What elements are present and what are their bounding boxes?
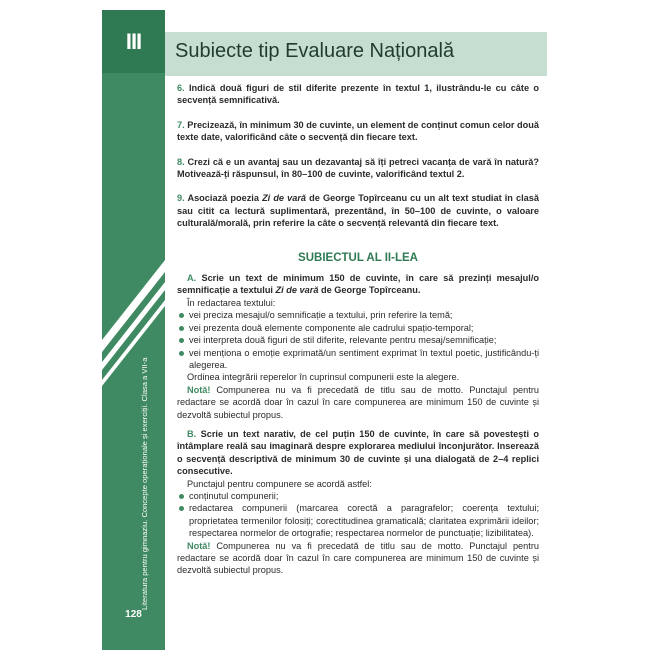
list-item: vei interpreta două figuri de stil diferite, relevante pentru mesaj/semnificație; [177,334,539,346]
task-a-note: Notă! Compunerea nu va fi precedată de titlu sau de motto. Punctajul pentru redactare se acordă doar în cazul în care compunerea are minimum 150 de cuvinte și dezvoltă subiectul propus. [177,384,539,420]
question-number: 8. [177,156,185,167]
header-band [165,32,547,76]
question-7 [177,119,539,144]
question-number: 9. [177,193,185,204]
page-content [177,78,539,577]
poem-title: Zi de vară [262,193,307,204]
sidebar-book-title: Literatura pentru gimnaziu. Concepte operaționale și exerciții. Clasa a VII-a [140,357,149,610]
question-text: Crezi că e un avantaj sau un dezavantaj să îți petreci vacanța de vară în natură? Motivează-ți răspunsul, în 80–100 de cuvinte, valorificând textul 2. [177,156,539,180]
list-item: redactarea compunerii (marcarea corectă a paragrafelor; coerența textului; proprietatea termenilor folosiți; corectitudinea gramaticală; claritatea exprimării ideilor; respectarea normelor de ortografie; respectarea normelor de punctuație; lizibilitatea). [177,502,539,539]
question-text: de George Topîrceanu cu un alt text studiat în clasă sau citit ca lectură suplimentară, prezentând, în 50–100 de cuvinte, o valoare culturală/morală, prin referire la câte o secvență relevantă din fiecare text. [177,193,539,229]
poem-title: Zi de vară [275,285,319,296]
page-number: 128 [125,609,142,620]
book-page [102,10,547,650]
stripe-1 [102,260,165,352]
question-9 [177,192,539,229]
list-item: vei preciza mesajul/o semnificație a textului, prin referire la temă; [177,309,539,321]
task-a-order: Ordinea integrării reperelor în cuprinsul compunerii este la alegere. [187,372,460,383]
task-a-intro: A. Scrie un text de minimum 150 de cuvinte, în care să prezinți mesajul/o semnificație a textului Zi de vară de George Topîrceanu. [177,273,539,296]
section-title: SUBIECTUL AL II-LEA [298,251,418,264]
note-label: Notă! [187,384,211,395]
stripe-3 [102,300,165,386]
question-text: Precizează, în minimum 30 de cuvinte, un element de conținut comun celor două texte date, valorificând câte o secvență din fiecare text. [177,119,539,143]
chapter-marker: III [102,10,165,73]
list-item: conținutul compunerii; [177,490,539,502]
note-label: Notă! [187,540,211,551]
task-b-intro: B. Scrie un text narativ, de cel puțin 150 de cuvinte, în care să povestești o întâmplare reală sau imaginară despre explorarea mediului înconjurător. Inserează o secvență descriptivă de minimum 30 de cuvinte și una dialogată de 2–4 replici consecutive. [177,428,539,477]
question-8 [177,156,539,181]
sidebar-band [102,10,165,650]
question-number: 6. [177,83,185,93]
task-label: A. [187,273,197,284]
task-b-lead: Punctajul pentru compunere se acordă astfel: [187,478,372,489]
diagonal-stripes [102,10,165,650]
question-number: 7. [177,119,185,130]
question-text: Asociază poezia [187,193,263,204]
task-label: B. [187,428,197,439]
list-item: vei menționa o emoție exprimată/un sentiment exprimat în textul poetic, justificându-ți alegerea. [177,347,539,372]
list-item: vei prezenta două elemente componente ale cadrului spațio-temporal; [177,322,539,334]
page-title: Subiecte tip Evaluare Națională [175,40,455,62]
task-b-note: Notă! Compunerea nu va fi precedată de titlu sau de motto. Punctajul pentru redactare se acordă doar în cazul în care compunerea are minimum 150 de cuvinte și dezvoltă subiectul propus. [177,540,539,576]
question-text: Indică două figuri de stil diferite prezente în textul 1, ilustrându-le cu câte o secvență semnificativă. [177,83,539,106]
stripe-2 [102,282,165,370]
question-6 [177,82,539,107]
task-a-lead: În redactarea textului: [187,297,276,308]
